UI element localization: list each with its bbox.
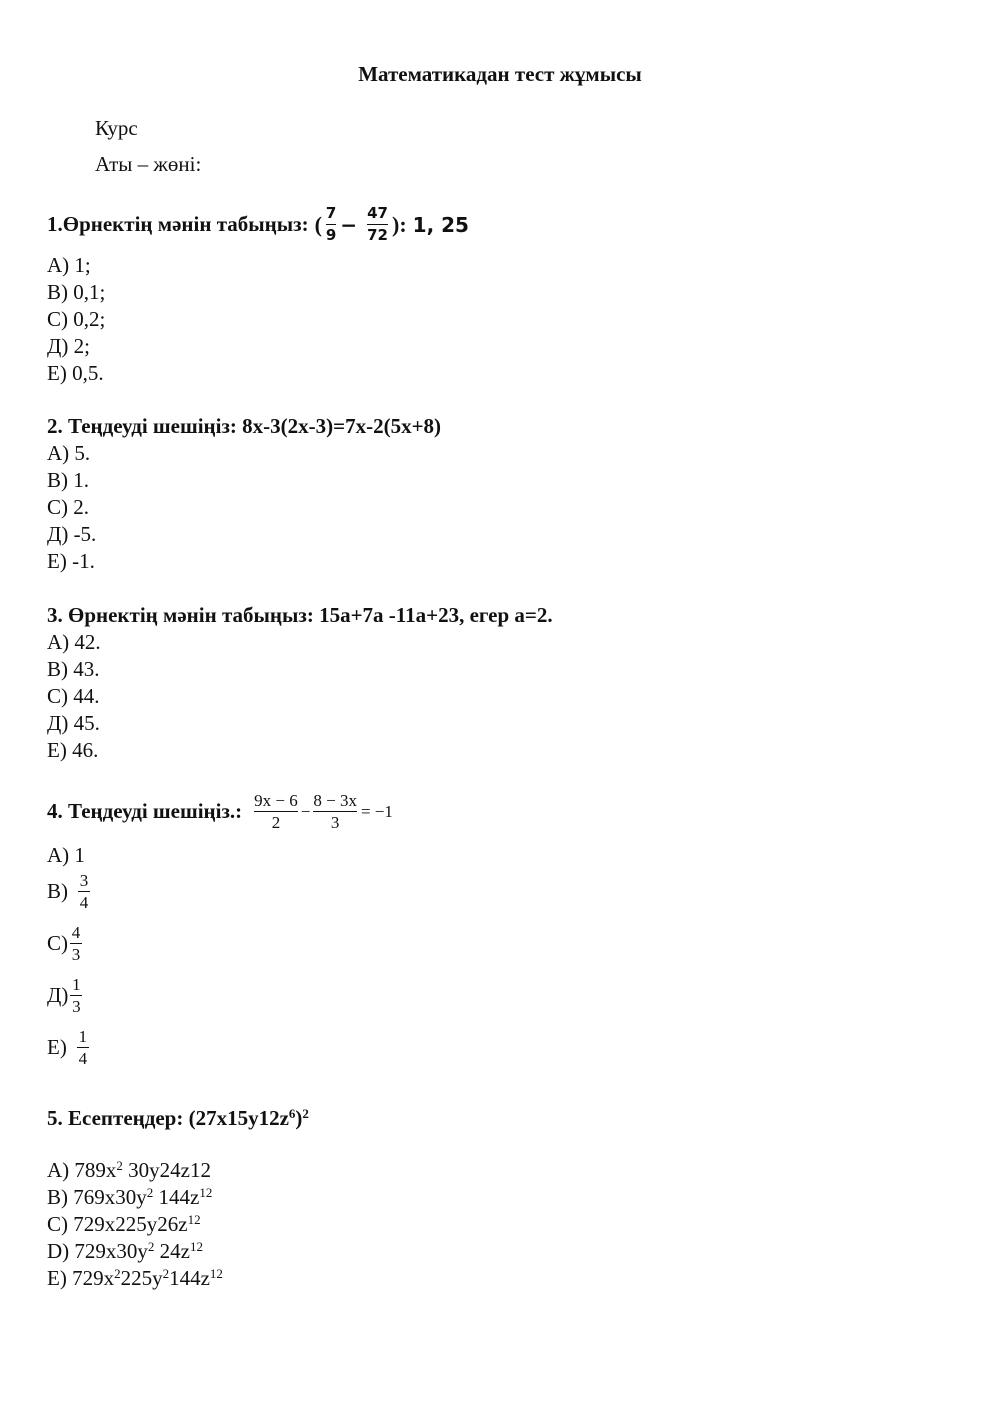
- q5-option-d: D) $729х30у^2$ $24z^{12}$: [47, 1239, 203, 1263]
- q4-option-b-fraction: $\frac{3}{4}$: [79, 871, 89, 912]
- q1-option-e: Е) 0,5.: [47, 361, 104, 385]
- page-title: Математикадан тест жұмысы: [358, 62, 642, 86]
- q5-option-b: В) $769х30у^2$ $144z^{12}$: [47, 1185, 213, 1209]
- q4-rhs: = −1: [360, 802, 393, 821]
- q2-option-c: С) 2.: [47, 495, 89, 519]
- q4-option-e: Е) $\frac{1}{4}$: [47, 1027, 88, 1068]
- q3-option-b: В) 43.: [47, 657, 100, 681]
- q1-option-c: С) 0,2;: [47, 307, 106, 331]
- question-4: [47, 792, 393, 831]
- q3-option-d: Д) 45.: [47, 711, 100, 735]
- q5-option-e: Е) $729х^2225у^2144z^{12}$: [47, 1266, 223, 1290]
- question-5-label: 5. Есептеңдер: $(27х15у12z^6)^2$: [47, 1106, 309, 1130]
- q1-option-a: А) 1;: [47, 253, 91, 277]
- q4-option-a: А) 1: [47, 843, 85, 867]
- q2-option-b: В) 1.: [47, 468, 89, 492]
- q2-option-e: Е) -1.: [47, 549, 95, 573]
- q4-option-d-fraction: $\frac{1}{3}$: [72, 975, 81, 1016]
- q1-divisor: 1, 25: [412, 212, 469, 237]
- q1-option-b: В) 0,1;: [47, 280, 106, 304]
- q5-option-a: А) $789х^2$ 30у24z12: [47, 1158, 211, 1182]
- question-1: 1.Өрнектің мәнін табыңыз: ( $\frac{7}{9}$ − $\frac{47}{72}$ ): 1, 25: [47, 204, 469, 244]
- q4-option-c-fraction: $\frac{4}{3}$: [71, 923, 81, 964]
- q4-fraction-1: $\frac{9x - 6}{2}$: [254, 791, 298, 832]
- question-1-label: 1.Өрнектің мәнін табыңыз:: [47, 212, 309, 236]
- question-4-label: 4. Теңдеуді шешіңіз.:: [47, 799, 243, 823]
- q2-option-d: Д) -5.: [47, 522, 97, 546]
- q1-minus: −: [340, 212, 358, 237]
- q3-option-e: Е) 46.: [47, 738, 99, 762]
- q1-fraction-1: $\frac{7}{9}$: [325, 204, 337, 244]
- name-label: Аты – жөні:: [95, 152, 202, 176]
- question-2-label: 2. Теңдеуді шешіңіз: 8х-3(2х-3)=7х-2(5х+8): [47, 414, 442, 438]
- q3-option-c: С) 44.: [47, 684, 100, 708]
- q1-fraction-2: $\frac{47}{72}$: [367, 204, 388, 244]
- q3-option-a: А) 42.: [47, 630, 101, 654]
- q4-option-d: Д) $\frac{1}{3}$: [47, 975, 81, 1016]
- q1-option-d: Д) 2;: [47, 334, 90, 358]
- q4-option-b: В) $\frac{3}{4}$: [47, 871, 89, 912]
- q5-option-c: С) $729х225у26z^{12}$: [47, 1212, 201, 1236]
- course-label: Курс: [95, 116, 138, 140]
- q4-option-c: С) $\frac{4}{3}$: [47, 923, 81, 964]
- q2-option-a: А) 5.: [47, 441, 91, 465]
- q4-fraction-2: $\frac{8 - 3x}{3}$: [313, 791, 357, 832]
- q4-minus: −: [300, 802, 311, 821]
- q4-option-e-fraction: $\frac{1}{4}$: [78, 1027, 88, 1068]
- question-3-label: 3. Өрнектің мәнін табыңыз: 15а+7а -11а+23, егер а=2.: [47, 603, 553, 627]
